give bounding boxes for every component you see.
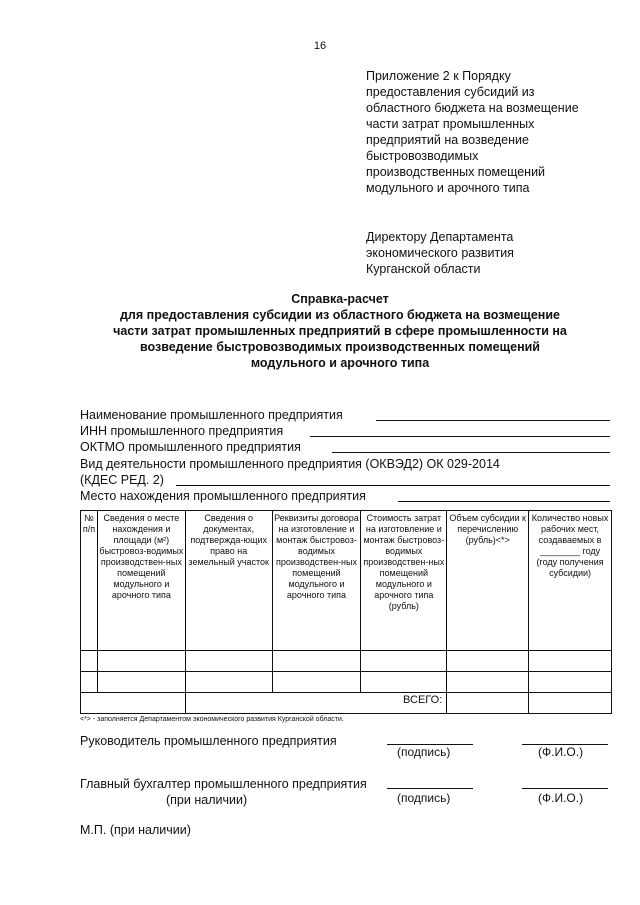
title-line: части затрат промышленных предприятий в сфере промышленности на [113, 324, 567, 338]
enterprise-name-line[interactable] [376, 420, 610, 421]
table-cell [81, 693, 186, 714]
enterprise-name-label: Наименование промышленного предприятия [80, 408, 343, 422]
calculation-table [80, 510, 612, 714]
location-label: Место нахождения промышленного предприятия [80, 489, 366, 503]
oktmo-label: ОКТМО промышленного предприятия [80, 440, 301, 454]
page-number: 16 [313, 40, 327, 52]
table-cell[interactable] [447, 651, 529, 672]
appendix-line: областного бюджета на возмещение [366, 101, 579, 115]
table-cell[interactable] [185, 672, 272, 693]
table-cell[interactable] [81, 651, 98, 672]
table-cell[interactable] [447, 672, 529, 693]
accountant-name-line[interactable] [522, 788, 608, 789]
table-cell[interactable] [529, 672, 612, 693]
title-line: модульного и арочного типа [250, 356, 430, 370]
table-cell[interactable] [361, 651, 447, 672]
accountant-if-any: (при наличии) [166, 793, 248, 807]
table-cell[interactable] [97, 672, 185, 693]
table-header-row [81, 511, 612, 651]
oktmo-line[interactable] [332, 452, 610, 453]
table-cell[interactable] [272, 672, 361, 693]
addressee-line: экономического развития [366, 246, 514, 260]
location-line[interactable] [398, 501, 610, 502]
accountant-signature-caption: (подпись) [397, 791, 451, 805]
total-jobs-cell[interactable] [529, 693, 612, 714]
addressee-line: Курганской области [366, 262, 481, 276]
title-line: возведение быстровозводимых производственных помещений [140, 340, 540, 354]
inn-label: ИНН промышленного предприятия [80, 424, 284, 438]
table-cell[interactable] [529, 651, 612, 672]
table-total-row [81, 693, 612, 714]
table-row [81, 672, 612, 693]
header-new-jobs: Количество новых рабочих мест, создаваемых в ________ году (году получения субсидии) [529, 511, 612, 651]
header-cost: Стоимость затрат на изготовление и монтаж быстровоз-водимых производствен-ных помещений модульного и арочного типа (рубль) [361, 511, 447, 651]
head-name-caption: (Ф.И.О.) [538, 745, 584, 759]
table-cell[interactable] [97, 651, 185, 672]
appendix-line: производственных помещений [366, 165, 546, 179]
appendix-note [366, 68, 616, 196]
header-subsidy-amount: Объем субсидии к перечислению (рубль)<*> [447, 511, 529, 651]
activity-label: Вид деятельности промышленного предприятия (ОКВЭД2) ОК 029-2014 [80, 457, 500, 471]
table-cell[interactable] [361, 672, 447, 693]
footnote: <*> - заполняется Департаментом экономического развития Курганской области. [80, 716, 344, 723]
document-title [70, 291, 610, 371]
table-row [81, 651, 612, 672]
header-location-area: Сведения о месте нахождения и площади (м²) быстровоз-водимых производствен-ных помещений модульного и арочного типа [97, 511, 185, 651]
header-contract-details: Реквизиты договора на изготовление и монтаж быстровоз-водимых производствен-ных помещений модульного и арочного типа [272, 511, 361, 651]
total-label: ВСЕГО: [185, 693, 446, 714]
addressee-line: Директору Департамента [366, 230, 514, 244]
table-cell[interactable] [185, 651, 272, 672]
table-cell[interactable] [81, 672, 98, 693]
total-subsidy-cell[interactable] [447, 693, 529, 714]
accountant-signature-label: Главный бухгалтер промышленного предприятия [80, 777, 367, 791]
head-signature-caption: (подпись) [397, 745, 451, 759]
appendix-line: предоставления субсидий из [366, 85, 535, 99]
table-cell[interactable] [272, 651, 361, 672]
title-line: для предоставления субсидии из областного бюджета на возмещение [120, 308, 560, 322]
header-number: № п/п [81, 511, 98, 651]
inn-line[interactable] [310, 436, 610, 437]
head-signature-label: Руководитель промышленного предприятия [80, 734, 337, 748]
title-line: Справка-расчет [291, 292, 389, 306]
appendix-line: быстровозводимых [366, 149, 479, 163]
accountant-signature-line[interactable] [387, 788, 473, 789]
addressee [366, 229, 616, 277]
header-land-documents: Сведения о документах, подтвержда-ющих право на земельный участок [185, 511, 272, 651]
activity-label-continued: (КДЕС РЕД. 2) [80, 473, 164, 487]
stamp-label: М.П. (при наличии) [80, 823, 191, 837]
accountant-name-caption: (Ф.И.О.) [538, 791, 584, 805]
appendix-line: Приложение 2 к Порядку [366, 69, 511, 83]
appendix-line: предприятий на возведение [366, 133, 529, 147]
appendix-line: части затрат промышленных [366, 117, 535, 131]
appendix-line: модульного и арочного типа [366, 181, 530, 195]
activity-line[interactable] [176, 485, 610, 486]
